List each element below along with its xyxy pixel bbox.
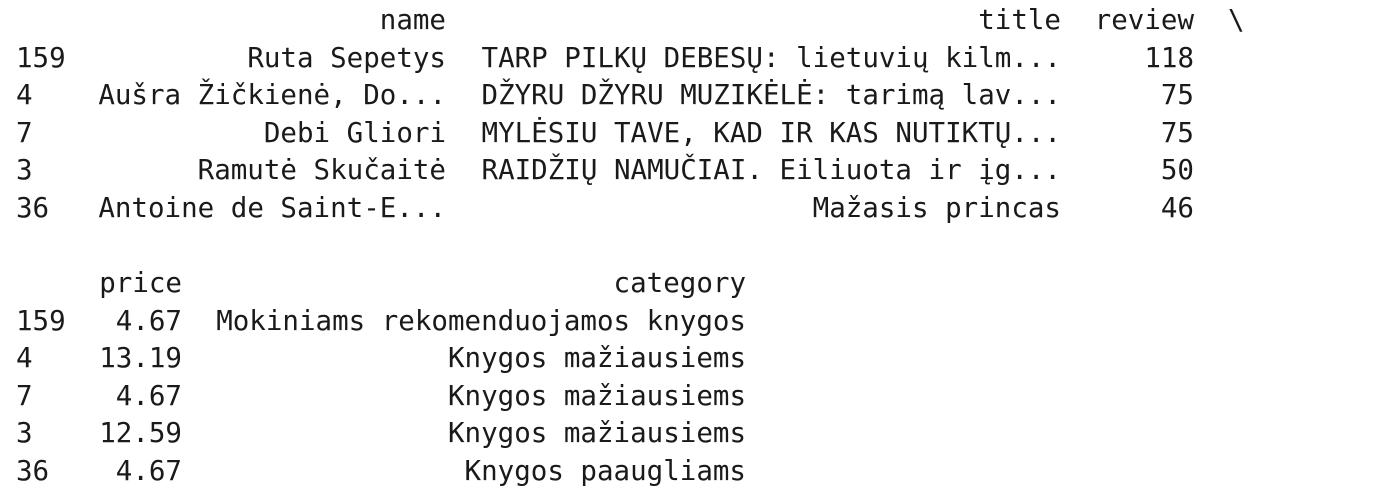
cell-name: Aušra Žičkienė, Do... [98,79,446,112]
cell-name: Antoine de Saint-E... [98,191,446,224]
column-header-title: title [978,4,1061,36]
table-row [0,152,1400,190]
dataframe-block-2 [0,265,1400,491]
table-row [0,190,1400,228]
row-index: 4 [16,79,33,112]
cell-price: 4.67 [115,304,182,337]
cell-title: DŽYRU DŽYRU MUZIKĖLĖ: tarimą lav... [481,79,1061,112]
row-index: 36 [16,454,50,487]
cell-category: Knygos mažiausiems [447,417,746,450]
cell-review: 118 [1144,41,1194,74]
cell-name: Ramutė Skučaitė [197,154,446,187]
row-index: 7 [16,379,33,412]
table-row [0,378,1400,416]
header-row [0,2,1400,40]
cell-name: Ruta Sepetys [247,41,446,74]
cell-category: Mokiniams rekomenduojamos knygos [216,304,746,337]
line-continuation-marker: \ [1228,4,1245,36]
cell-category: Knygos paaugliams [464,454,746,487]
cell-review: 75 [1160,79,1194,112]
dataframe-block-1 [0,2,1400,228]
row-index: 3 [16,154,33,187]
row-index: 3 [16,417,33,450]
cell-title: Mažasis princas [812,191,1061,224]
cell-review: 75 [1160,116,1194,149]
column-header-price: price [99,267,182,299]
table-row [0,77,1400,115]
cell-category: Knygos mažiausiems [447,379,746,412]
table-row [0,303,1400,341]
cell-title: TARP PILKŲ DEBESŲ: lietuvių kilm... [481,41,1061,74]
header-row [0,265,1400,303]
row-index: 159 [16,304,66,337]
column-header-category: category [613,267,746,299]
cell-category: Knygos mažiausiems [447,342,746,375]
cell-price: 4.67 [115,379,182,412]
cell-title: MYLĖSIU TAVE, KAD IR KAS NUTIKTŲ... [481,116,1061,149]
cell-price: 13.19 [99,342,182,375]
cell-review: 46 [1160,191,1194,224]
row-index: 36 [16,191,50,224]
row-index: 4 [16,342,33,375]
row-index: 159 [16,41,66,74]
cell-title: RAIDŽIŲ NAMUČIAI. Eiliuota ir įg... [481,154,1061,187]
column-header-review: review [1094,4,1194,36]
column-header-name: name [379,4,446,36]
table-row [0,415,1400,453]
table-row [0,40,1400,78]
cell-price: 12.59 [99,417,182,450]
table-row [0,115,1400,153]
cell-review: 50 [1160,154,1194,187]
row-index: 7 [16,116,33,149]
table-row [0,453,1400,491]
cell-price: 4.67 [115,454,182,487]
table-row [0,340,1400,378]
cell-name: Debi Gliori [263,116,446,149]
